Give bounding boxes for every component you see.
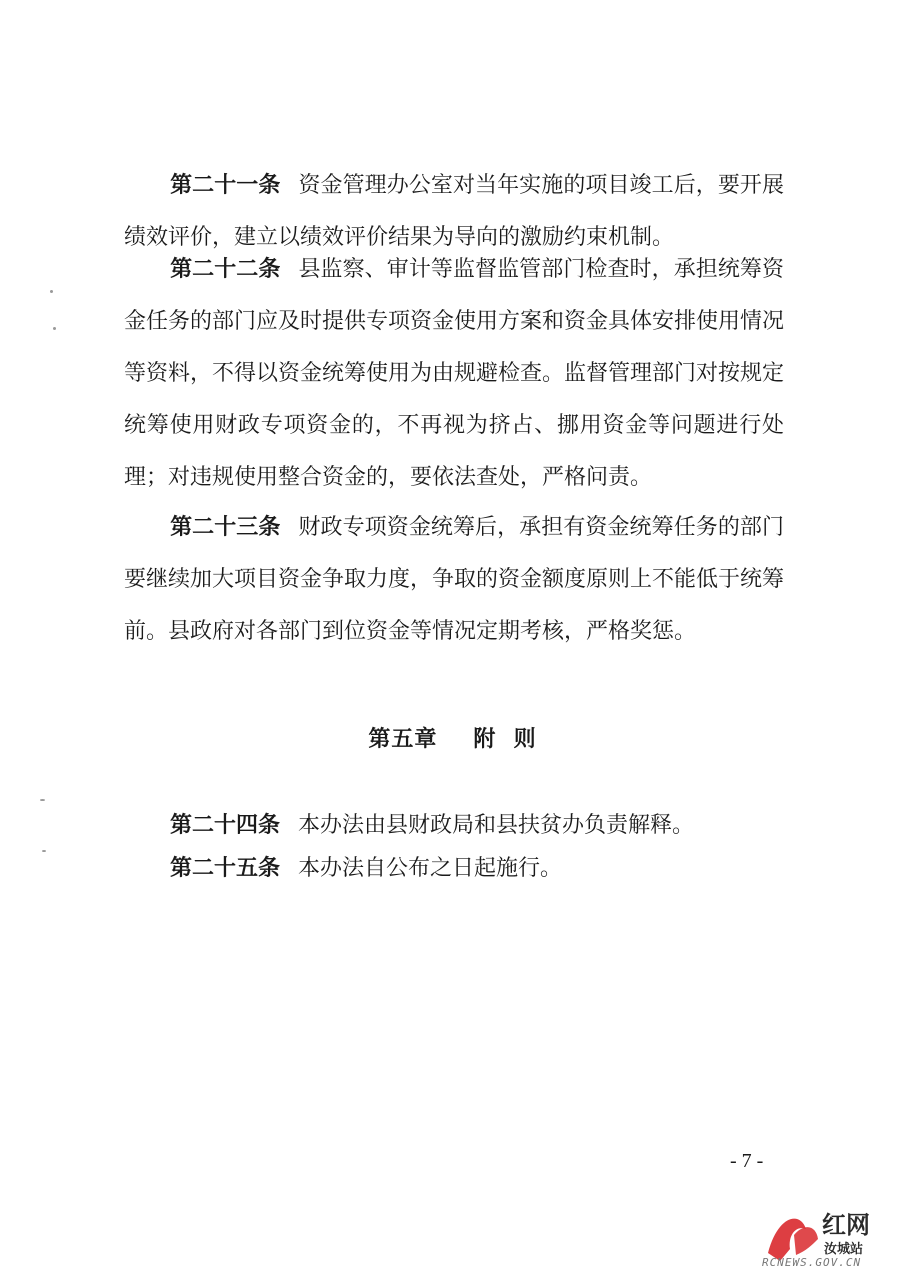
article-text: 本办法由县财政局和县扶贫办负责解释。 [298, 813, 695, 838]
page-number: - 7 - [730, 1150, 764, 1172]
article-lead: 第二十三条 [170, 515, 281, 540]
article-23 [124, 502, 784, 658]
article-text: 县监察、审计等监督监管部门检查时，承担统筹资金任务的部门应及时提供专项资金使用方案和资金具体安排使用情况等资料，不得以资金统筹使用为由规避检查。监督管理部门对按规定统筹使用财政专项资金的，不再视为挤占、挪用资金等问题进行处理；对违规使用整合资金的，要依法查处，严格问责。 [124, 257, 785, 490]
chapter-number: 第五章 [368, 727, 438, 752]
article-text: 资金管理办公室对当年实施的项目竣工后，要开展绩效评价，建立以绩效评价结果为导向的激励约束机制。 [124, 173, 784, 250]
scan-mark [40, 799, 45, 801]
watermark-url: RCNEWS.GOV.CN [762, 1256, 862, 1269]
svg-text:红网: 红网 [822, 1211, 870, 1239]
article-22 [124, 244, 784, 504]
chapter-heading [0, 722, 905, 753]
chapter-title: 附 则 [473, 727, 537, 752]
article-lead: 第二十五条 [170, 856, 281, 881]
scan-mark [50, 290, 53, 293]
article-text: 财政专项资金统筹后，承担有资金统筹任务的部门要继续加大项目资金争取力度，争取的资金额度原则上不能低于统筹前。县政府对各部门到位资金等情况定期考核，严格奖惩。 [124, 515, 785, 644]
scan-mark [53, 327, 56, 330]
article-lead: 第二十一条 [170, 173, 281, 198]
article-25 [124, 843, 784, 895]
svg-text:汝城站: 汝城站 [824, 1242, 864, 1257]
article-lead: 第二十二条 [170, 257, 281, 282]
article-text: 本办法自公布之日起施行。 [298, 856, 563, 881]
scan-mark [42, 850, 46, 852]
article-lead: 第二十四条 [170, 813, 281, 838]
